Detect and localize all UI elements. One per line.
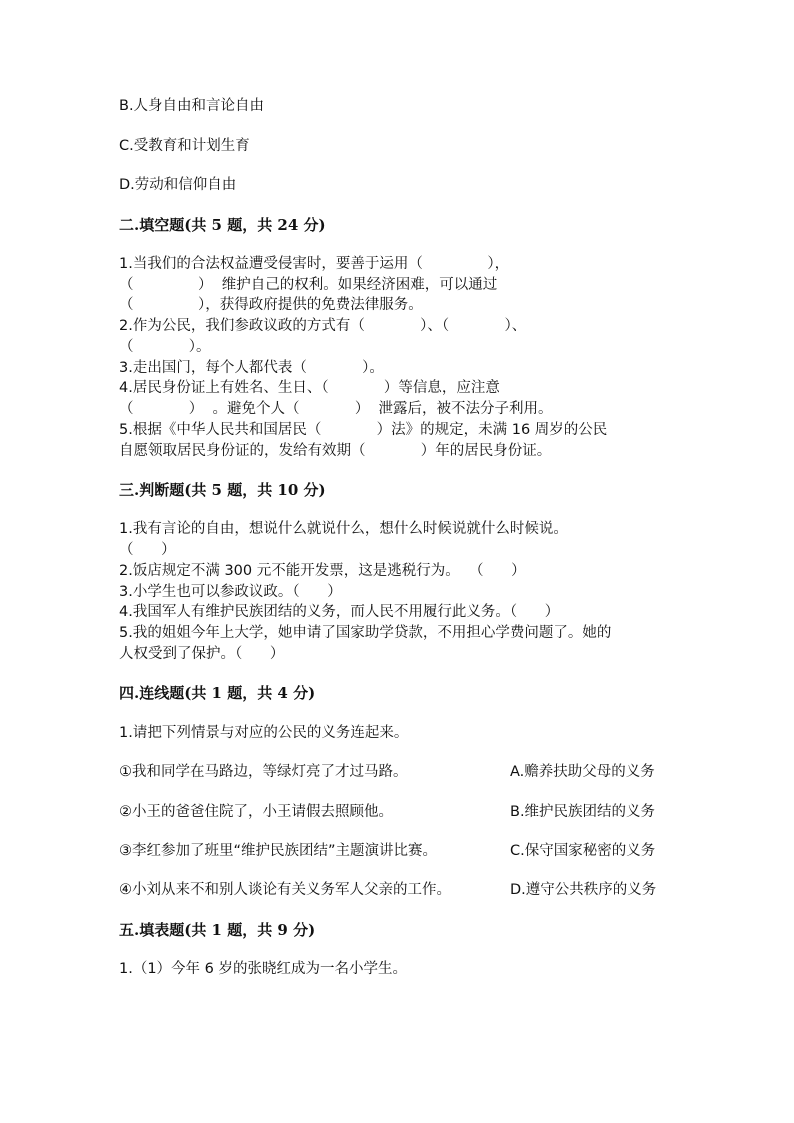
fill-blank-line: 5.根据《中华人民共和国居民（ ）法》的规定，未满 16 周岁的公民	[119, 422, 608, 438]
fill-blank-line: （ ） 维护自己的权利。如果经济困难，可以通过	[119, 277, 498, 293]
matching-duty: A.赡养扶助父母的义务	[510, 764, 655, 780]
choice-d: D.劳动和信仰自由	[119, 177, 237, 193]
fill-blank-line: 3.走出国门，每个人都代表（ ）。	[119, 360, 384, 376]
section-heading-true-false: 三.判断题(共 5 题，共 10 分)	[119, 481, 326, 499]
matching-duty: B.维护民族团结的义务	[510, 804, 656, 820]
matching-scenario: ②小王的爸爸住院了，小王请假去照顾他。	[119, 804, 393, 820]
true-false-line: 1.我有言论的自由，想说什么就说什么，想什么时候说就什么时候说。	[119, 521, 568, 537]
section-heading-matching: 四.连线题(共 1 题，共 4 分)	[119, 684, 316, 702]
matching-scenario: ④小刘从来不和别人谈论有关义务军人父亲的工作。	[119, 882, 451, 898]
true-false-line: 4.我国军人有维护民族团结的义务，而人民不用履行此义务。（ ）	[119, 604, 560, 620]
section-heading-fill-blank: 二.填空题(共 5 题，共 24 分)	[119, 216, 326, 234]
fill-table-line: 1.（1）今年 6 岁的张晓红成为一名小学生。	[119, 961, 408, 977]
fill-blank-line: 4.居民身份证上有姓名、生日、（ ）等信息，应注意	[119, 380, 500, 396]
fill-blank-line: 自愿领取居民身份证的，发给有效期（ ）年的居民身份证。	[119, 443, 552, 459]
fill-blank-line: 1.当我们的合法权益遭受侵害时，要善于运用（ ），	[119, 256, 510, 272]
choice-c: C.受教育和计划生育	[119, 138, 250, 154]
true-false-line: （ ）	[119, 542, 176, 558]
choice-b: B.人身自由和言论自由	[119, 98, 265, 114]
matching-duty: C.保守国家秘密的义务	[510, 843, 656, 859]
matching-intro: 1.请把下列情景与对应的公民的义务连起来。	[119, 725, 409, 741]
fill-blank-line: 2.作为公民，我们参政议政的方式有（ ）、（ ）、	[119, 318, 527, 334]
true-false-line: 5.我的姐姐今年上大学，她申请了国家助学贷款，不用担心学费问题了。她的	[119, 625, 612, 641]
true-false-line: 人权受到了保护。（ ）	[119, 646, 285, 662]
matching-duty: D.遵守公共秩序的义务	[510, 882, 657, 898]
true-false-line: 3.小学生也可以参政议政。（ ）	[119, 584, 342, 600]
fill-blank-line: （ ）。	[119, 339, 211, 355]
matching-scenario: ③李红参加了班里“维护民族团结”主题演讲比赛。	[119, 843, 438, 859]
section-heading-fill-table: 五.填表题(共 1 题，共 9 分)	[119, 921, 316, 939]
matching-scenario: ①我和同学在马路边，等绿灯亮了才过马路。	[119, 764, 408, 780]
fill-blank-line: （ ），获得政府提供的免费法律服务。	[119, 297, 423, 313]
fill-blank-line: （ ） 。避免个人（ ） 泄露后，被不法分子利用。	[119, 401, 553, 417]
true-false-line: 2.饭店规定不满 300 元不能开发票，这是逃税行为。 （ ）	[119, 563, 526, 579]
